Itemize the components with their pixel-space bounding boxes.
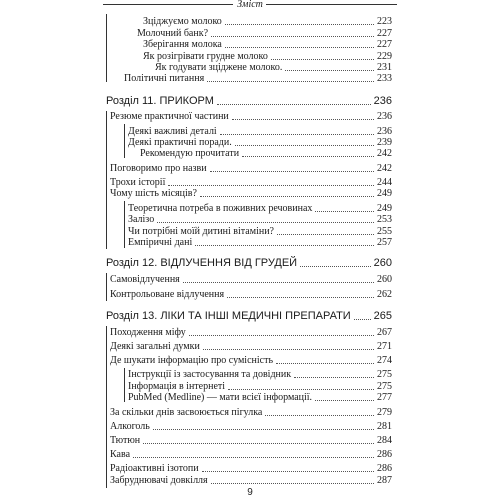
toc-entry-page: 236: [377, 126, 392, 137]
dot-leader: [225, 46, 374, 48]
toc-entry: [110, 353, 392, 367]
toc-entry-page: 233: [377, 73, 392, 84]
toc-entry-page: 262: [377, 289, 392, 300]
toc-entry-page: 239: [377, 137, 392, 148]
toc-entry-page: 281: [377, 421, 392, 432]
toc-entry: [124, 71, 392, 85]
section-heading-page: 236: [373, 95, 392, 107]
header-title: Зміст: [237, 0, 263, 10]
toc-entry-label: Резюме практичної частини: [110, 111, 229, 122]
toc-entry-label: Інструкції із застосування та довідник: [128, 369, 292, 380]
toc-entry-label: Як годувати зціджене молоко.: [155, 62, 283, 73]
toc-entry-page: 253: [377, 214, 392, 225]
toc-entry: [110, 272, 392, 286]
toc-entry-page: 223: [377, 16, 392, 27]
toc-entry-page: 275: [377, 369, 392, 380]
toc-entry: [110, 447, 392, 461]
toc-entry-page: 236: [377, 111, 392, 122]
section-heading-label: Розділ 13. ЛІКИ ТА ІНШІ МЕДИЧНІ ПРЕПАРАТИ: [106, 310, 351, 322]
dot-leader: [153, 428, 374, 430]
indent-bar: [106, 111, 107, 249]
toc-entry: [110, 325, 392, 339]
toc-entry-page: 271: [377, 341, 392, 352]
toc-entry-page: 227: [377, 39, 392, 50]
toc-entry-label: Інформація в інтернеті: [128, 381, 226, 392]
toc-entry-page: 244: [377, 177, 392, 188]
indent-bar: [106, 326, 107, 488]
dot-leader: [225, 23, 374, 25]
dot-leader: [203, 348, 374, 350]
toc-entry-page: 284: [377, 435, 392, 446]
indent-bar: [124, 124, 125, 158]
toc-entry-page: 227: [377, 28, 392, 39]
dot-leader: [195, 244, 374, 246]
toc-entry: [110, 161, 392, 175]
header-rule-left: [103, 4, 233, 5]
toc-entry-label: Політичні питання: [124, 73, 205, 84]
toc-entry-page: 287: [377, 475, 392, 486]
toc-entry-label: Алкоголь: [110, 421, 150, 432]
toc-entry: [110, 287, 392, 301]
toc-entry: [110, 419, 392, 433]
section-heading-label: Розділ 11. ПРИКОРМ: [106, 95, 214, 107]
toc-entry-label: Як розігрівати грудне молоко: [143, 51, 268, 62]
section-heading-page: 265: [373, 310, 392, 322]
toc-entry: [110, 339, 392, 353]
dot-leader: [200, 195, 374, 197]
dot-leader: [265, 414, 374, 416]
toc-entry-label: Кава: [110, 449, 131, 460]
toc-entry-label: Забруднювачі довкілля: [110, 475, 208, 486]
toc-entry-label: Теоретична потреба в поживних речовинах: [128, 203, 313, 214]
dot-leader: [207, 80, 374, 82]
toc-entry: [110, 433, 392, 447]
section-heading: [106, 254, 392, 270]
dot-leader: [189, 334, 374, 336]
toc-entry-page: 267: [377, 327, 392, 338]
toc-entry-page: 229: [377, 51, 392, 62]
toc-entry-label: Молочний банк?: [137, 28, 209, 39]
toc-entry-label: Залізо: [128, 214, 155, 225]
toc-entry: [110, 186, 392, 200]
toc-entry-label: Деякі загальні думки: [110, 341, 200, 352]
dot-leader: [227, 296, 374, 298]
toc-entry-page: 279: [377, 407, 392, 418]
toc-entry-label: Тютюн: [110, 435, 141, 446]
indent-bar: [106, 273, 107, 301]
toc-entry-label: Емпіричні дані: [128, 237, 193, 248]
toc-entry-page: 286: [377, 463, 392, 474]
indent-bar: [124, 201, 125, 248]
toc-entry-label: Зціджуємо молоко: [143, 16, 222, 27]
toc-entry-page: 242: [377, 163, 392, 174]
dot-leader: [315, 399, 374, 401]
toc-entry-label: Чому шість місяців?: [110, 188, 197, 199]
toc-entry-page: 286: [377, 449, 392, 460]
toc-entry: [110, 473, 392, 487]
toc-entry: [128, 235, 392, 249]
dot-leader: [354, 318, 371, 320]
toc-entry-label: Чи потрібні моїй дитині вітаміни?: [128, 226, 274, 237]
toc-entry-page: 274: [377, 355, 392, 366]
dot-leader: [217, 103, 371, 105]
toc-entry-label: Самовідлучення: [110, 274, 180, 285]
dot-leader: [294, 376, 374, 378]
toc-entry-label: Контрольоване відлучення: [110, 289, 225, 300]
dot-leader: [157, 221, 374, 223]
indent-bar: [106, 14, 107, 82]
toc-entry-page: 231: [377, 62, 392, 73]
header-rule-right: [266, 4, 397, 5]
toc-entry: [128, 390, 392, 404]
dot-leader: [143, 442, 374, 444]
toc-entry-label: Зберігання молока: [143, 39, 222, 50]
section-heading-page: 260: [373, 257, 392, 269]
dot-leader: [210, 170, 374, 172]
toc-entry-label: Походження міфу: [110, 327, 186, 338]
toc-entry-label: PubMed (Medline) — мати всієї інформації.: [128, 392, 313, 403]
toc-entry-label: Деякі практичні поради.: [128, 137, 232, 148]
dot-leader: [211, 482, 374, 484]
dot-leader: [300, 265, 371, 267]
toc-entry: [140, 146, 392, 160]
toc-entry-page: 249: [377, 203, 392, 214]
toc-entry-page: 260: [377, 274, 392, 285]
dot-leader: [183, 281, 374, 283]
dot-leader: [276, 362, 374, 364]
toc-entry-page: 255: [377, 226, 392, 237]
toc-entry-page: 277: [377, 392, 392, 403]
page-number: 9: [247, 487, 253, 498]
indent-bar: [124, 368, 125, 402]
toc-entry-label: Поговоримо про назви: [110, 163, 207, 174]
toc-entry-label: Радіоактивні ізотопи: [110, 463, 199, 474]
toc-entry-page: 257: [377, 237, 392, 248]
toc-entry-page: 242: [377, 148, 392, 159]
dot-leader: [242, 155, 374, 157]
toc-entry: [110, 405, 392, 419]
toc-entry: [110, 109, 392, 123]
section-heading: [106, 307, 392, 323]
dot-leader: [133, 456, 374, 458]
section-heading: [106, 92, 392, 108]
toc-entry-page: 249: [377, 188, 392, 199]
toc-entry-page: 275: [377, 381, 392, 392]
toc-entry-label: Де шукати інформацію про сумісність: [110, 355, 274, 366]
dot-leader: [202, 470, 374, 472]
running-header: [0, 0, 500, 10]
toc-entry-label: За скільки днів засвоюється пігулка: [110, 407, 263, 418]
toc-entry-label: Трохи історії: [110, 177, 166, 188]
section-heading-label: Розділ 12. ВІДЛУЧЕННЯ ВІД ГРУДЕЙ: [106, 257, 298, 269]
toc-entry-label: Рекомендую прочитати: [140, 148, 240, 159]
toc-entry-label: Деякі важливі деталі: [128, 126, 217, 137]
dot-leader: [232, 118, 374, 120]
